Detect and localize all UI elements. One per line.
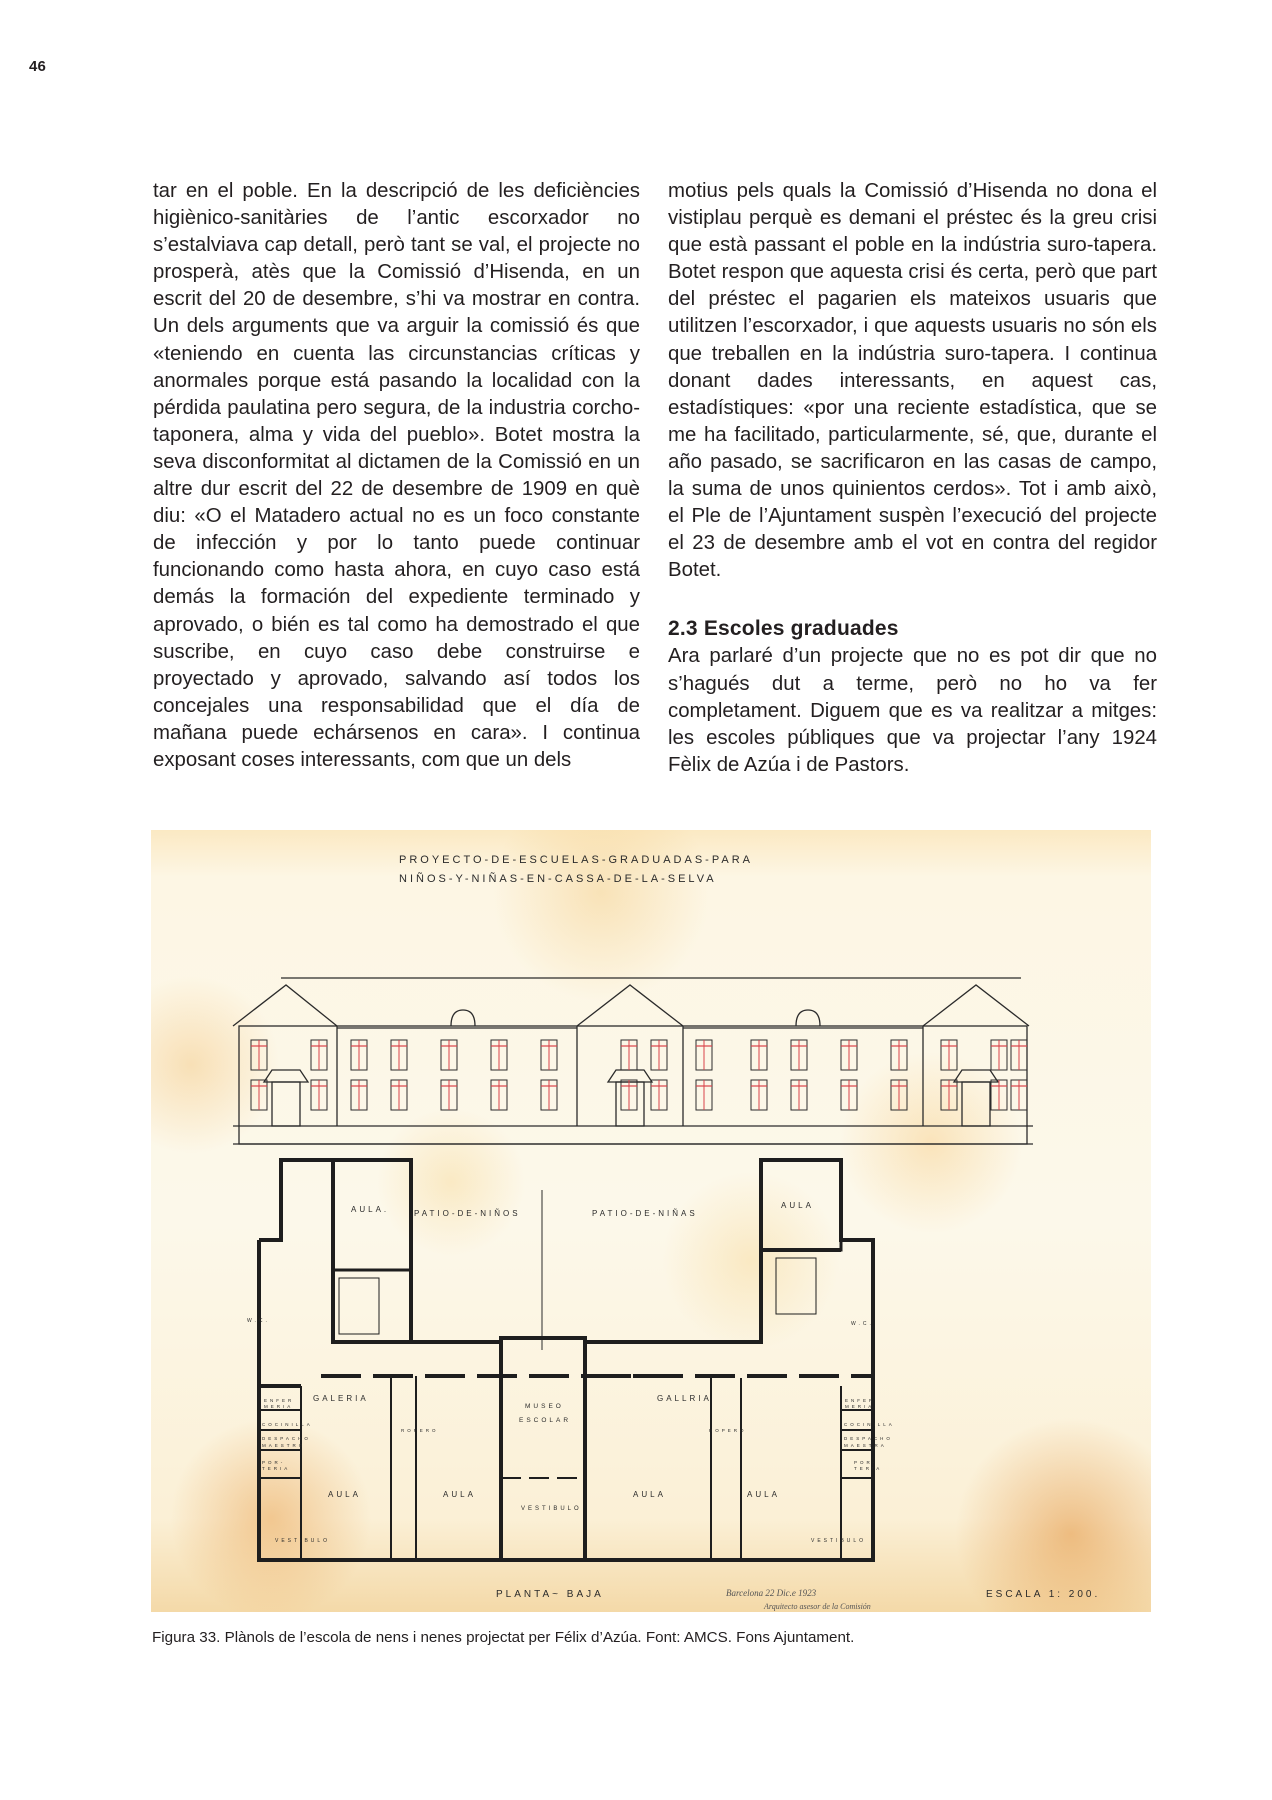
label-escala: ESCALA 1: 200. [986, 1589, 1101, 1600]
label-enfermeria: MERIA [845, 1404, 875, 1409]
label-vestibulo: VESTIBULO [521, 1506, 582, 1512]
label-vestibulo: VESTIBULO [811, 1538, 867, 1544]
body-paragraph: tar en el poble. En la descripció de les deficiències higiènico-sanitàries de l’antic escorxador no s’estalviava cap detall, però tant se val, el projecte no prosperà, atès que la Comissió d’Hisenda, en un escrit del 20 de desembre, s’hi va mostrar en contra. Un dels arguments que va arguir la comissió és que «teniendo en cuenta las circunstancias críticas y anormales porque está pasando la localidad con la pérdida paulatina pero segura, de la industria corcho-taponera, alma y vida del pueblo». Botet mostra la seva disconformitat al dictamen de la Comissió en un altre dur escrit del 22 de desembre de 1909 en què diu: «O el Matadero actual no es un foco constante de infección y por lo tanto puede continuar funcionando como hasta ahora, en cuyo caso está demás la formación del expediente terminado y aprovado, o bién es tal como ha demostrado el que suscribe, en cuyo caso debe construirse e proyectado y aprovado, salvando así todos los concejales una responsabilidad que el día de mañana puede echársenos en cara». I continua exposant coses interessants, com que un dels [153, 180, 640, 771]
label-despacho: DESPACHO [262, 1436, 311, 1441]
plan-drawing [151, 830, 1151, 1612]
elevation-windows [251, 1040, 1027, 1110]
label-despacho: DESPACHO [844, 1436, 893, 1441]
text-column-left [153, 178, 640, 774]
label-porteria: TERIA [262, 1466, 291, 1471]
label-maestra: MAESTRA [844, 1443, 887, 1448]
label-aula: AULA [443, 1490, 476, 1499]
building-elevation [233, 978, 1033, 1144]
label-aula: AULA [781, 1201, 814, 1210]
plan-title-line-1: PROYECTO-DE-ESCUELAS-GRADUADAS-PARA [399, 854, 753, 866]
text-column-right [668, 178, 1157, 779]
floor-plan [259, 1160, 876, 1560]
label-enfermeria: MERIA [264, 1404, 294, 1409]
label-wc: W.C. [851, 1321, 874, 1327]
label-enfermeria: ENFER [845, 1398, 876, 1403]
label-cocinilla: COCINILLA [262, 1422, 313, 1427]
label-cocinilla: COCINILLA [844, 1422, 895, 1427]
label-aula: AULA. [351, 1205, 390, 1214]
label-ropero: ROPERO [709, 1428, 747, 1433]
label-aula: AULA [747, 1490, 780, 1499]
label-galeria: GALERIA [313, 1394, 369, 1403]
label-porteria: TERIA [854, 1466, 883, 1471]
label-patio-ninos: PATIO-DE-NIÑOS [414, 1209, 521, 1218]
signature-role: Arquitecto asesor de la Comisión [764, 1602, 871, 1611]
label-aula: AULA [633, 1490, 666, 1499]
label-maestro: MAESTRO [262, 1443, 306, 1448]
label-porteria: POR- [854, 1460, 878, 1465]
label-galeria: GALLRIA [657, 1394, 712, 1403]
label-aula: AULA [328, 1490, 361, 1499]
label-escolar: ESCOLAR [519, 1417, 572, 1424]
label-museo: MUSEO [525, 1403, 564, 1410]
signature-date: Barcelona 22 Dic.e 1923 [726, 1588, 817, 1598]
label-vestibulo: VESTIBULO [275, 1538, 331, 1544]
section-heading: 2.3 Escoles graduades [668, 617, 899, 641]
label-enfermeria: ENFER [264, 1398, 295, 1403]
plan-title-line-2: NIÑOS-Y-NIÑAS-EN-CASSA-DE-LA-SELVA [399, 873, 717, 885]
body-paragraph: Ara parlaré d’un projecte que no es pot dir que no s’hagués dut a terme, però no ho va fer completament. Diguem que es va realitzar a mitges: les escoles públiques que va projectar l’any 1924 Fèlix de Azúa i de Pastors. [668, 645, 1157, 776]
label-patio-ninas: PATIO-DE-NIÑAS [592, 1209, 698, 1218]
label-ropero: ROPERO [401, 1428, 439, 1433]
figure-architectural-plan [151, 830, 1151, 1612]
label-porteria: POR- [262, 1460, 286, 1465]
figure-caption: Figura 33. Plànols de l’escola de nens i nenes projectat per Félix d’Azúa. Font: AMCS. Fons Ajuntament. [152, 1629, 855, 1646]
label-wc: W.C. [247, 1318, 270, 1324]
label-planta-baja: PLANTA~ BAJA [496, 1589, 604, 1600]
body-paragraph: motius pels quals la Comissió d’Hisenda no dona el vistiplau perquè es demani el préstec és la greu crisi que està passant el poble en la indústria suro-tapera. Botet respon que aquesta crisi és certa, però que part del préstec el pagarien els mateixos usuaris que utilitzen l’escorxador, i que aquests usuaris no són els que treballen en la indústria suro-tapera. I continua donant dades interessants, en aquest cas, estadístiques: «por una reciente estadística, que se me ha facilitado, particularmente, sé, que, durante el año pasado, se sacrificaron en las casas de campo, la suma de unos quinientos cerdos». Tot i amb això, el Ple de l’Ajuntament suspèn l’execució del projecte el 23 de desembre amb el vot en contra del regidor Botet. [668, 180, 1157, 582]
page-number: 46 [29, 58, 47, 75]
